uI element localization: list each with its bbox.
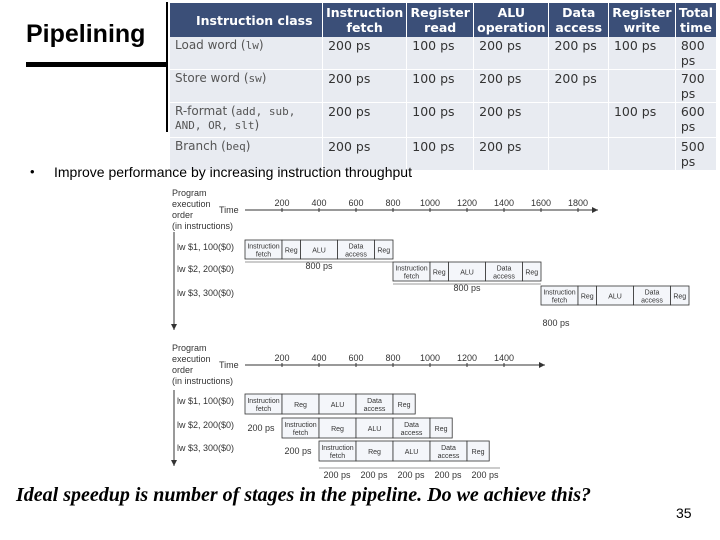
d1-lane-2-stage-4-label: Reg [673, 293, 687, 301]
d2-time-label: Time [219, 360, 239, 370]
d1-tick-label: 800 [385, 198, 401, 208]
cell: 800 ps [675, 37, 716, 70]
d2-axis-label: order [172, 365, 194, 375]
d2-tick-label: 600 [348, 353, 364, 363]
cell: 200 ps [323, 37, 407, 70]
d1-lane-2-stage-3-label: Data [644, 289, 660, 297]
d1-lane-0-stage-0-label: Instruction [247, 243, 280, 251]
d1-lane-1-stage-2-label: ALU [460, 269, 474, 277]
page-number: 35 [676, 505, 692, 521]
cell: 600 ps [675, 103, 716, 138]
d1-lane-1-stage-0-label: Instruction [395, 265, 428, 273]
cell: 200 ps [549, 37, 608, 70]
row-label: R-format (add, sub, AND, OR, slt) [170, 103, 323, 138]
cell: 100 ps [407, 37, 474, 70]
cell: 200 ps [549, 70, 608, 103]
d2-lane-1-stage-0-label: fetch [292, 430, 309, 437]
d2-tick-label: 1200 [456, 353, 478, 363]
d2-tick-label: 800 [385, 353, 401, 363]
cell: 200 ps [323, 138, 407, 171]
d2-lane-1-stage-3-label: Data [404, 422, 419, 429]
d2-instruction-label: lw $3, 300($0) [177, 443, 235, 453]
d2-lane-2-stage-2-label: ALU [404, 449, 419, 456]
d2-lane-2-stage-4-label: Reg [471, 449, 485, 456]
cell: 100 ps [407, 103, 474, 138]
header-data-access: Data access [549, 3, 608, 37]
d2-instruction-label: lw $2, 200($0) [177, 420, 235, 430]
d1-tick-label: 1000 [419, 198, 441, 208]
d1-lane-0-stage-3-label: Data [348, 243, 364, 251]
d2-lane-1-stage-1-label: Reg [331, 426, 344, 433]
d2-bottom-tick-label: 200 ps [323, 470, 351, 480]
d2-lane-0-stage-4-label: Reg [397, 402, 411, 409]
d2-lane-1-stage-4-label: Reg [434, 426, 448, 433]
d1-tick-label: 1600 [530, 198, 552, 208]
d1-duration-label: 800 ps [305, 261, 333, 271]
d1-lane-1-stage-1-label: Reg [432, 269, 446, 277]
header-register-read: Register read [407, 3, 474, 37]
d2-lane-2-stage-1-label: Reg [368, 449, 381, 456]
d2-lane-2-stage-3-label: Data [441, 445, 456, 452]
d2-tick-label: 200 [274, 353, 290, 363]
d1-axis-label: Program [172, 188, 207, 198]
header-instruction-class: Instruction class [170, 3, 323, 37]
d2-tick-label: 1400 [493, 353, 515, 363]
d2-bottom-tick-label: 200 ps [434, 470, 462, 480]
d2-bottom-tick-label: 200 ps [360, 470, 388, 480]
d1-lane-1-stage-3-label: access [493, 273, 515, 281]
d2-bottom-tick-label: 200 ps [397, 470, 425, 480]
d1-tick-label: 200 [274, 198, 290, 208]
d2-order-axis-head [171, 460, 177, 466]
cell: 200 ps [474, 37, 549, 70]
d1-order-axis-head [171, 324, 177, 330]
d2-lane-0-stage-3-label: Data [367, 398, 382, 405]
cell: 100 ps [608, 103, 675, 138]
d2-tick-label: 400 [311, 353, 327, 363]
d1-duration-label: 800 ps [542, 318, 570, 328]
d1-tick-label: 400 [311, 198, 327, 208]
d1-tick-label: 1400 [493, 198, 515, 208]
cell: 700 ps [675, 70, 716, 103]
d1-duration-label: 800 ps [453, 283, 481, 293]
d1-axis-label: order [172, 210, 194, 220]
d2-lane-1-stage-0-label: Instruction [284, 422, 317, 429]
cell: 500 ps [675, 138, 716, 171]
d2-lane-2-stage-0-label: fetch [329, 453, 346, 460]
d1-lane-2-stage-1-label: Reg [580, 293, 594, 301]
d2-instruction-label: lw $1, 100($0) [177, 396, 235, 406]
cell: 200 ps [323, 70, 407, 103]
d2-lane-2-stage-0-label: Instruction [321, 445, 354, 452]
d1-axis-label: (in instructions) [172, 221, 234, 231]
d2-axis-label: (in instructions) [172, 376, 234, 386]
d1-lane-0-stage-4-label: Reg [377, 247, 391, 255]
header-total-time: Total time [675, 3, 716, 37]
d1-lane-1-stage-4-label: Reg [525, 269, 539, 277]
header-alu-operation: ALU operation [474, 3, 549, 37]
d1-time-axis-head [592, 207, 598, 213]
bullet-marker: • [30, 164, 35, 179]
d1-tick-label: 1200 [456, 198, 478, 208]
d2-bottom-tick-label: 200 ps [471, 470, 499, 480]
d2-axis-label: execution [172, 354, 211, 364]
d1-lane-0-stage-3-label: access [345, 251, 367, 259]
d2-offset-label: 200 ps [247, 423, 275, 433]
d2-lane-0-stage-0-label: Instruction [247, 398, 280, 405]
cell: 100 ps [407, 70, 474, 103]
cell: 100 ps [407, 138, 474, 171]
d2-lane-1-stage-2-label: ALU [367, 426, 382, 433]
d1-instruction-label: lw $3, 300($0) [177, 288, 235, 298]
header-instruction-fetch: Instruction fetch [323, 3, 407, 37]
d1-lane-0-stage-0-label: fetch [255, 251, 272, 259]
d2-axis-label: Program [172, 343, 207, 353]
d2-tick-label: 1000 [419, 353, 441, 363]
d1-axis-label: execution [172, 199, 211, 209]
d2-offset-label: 200 ps [284, 446, 312, 456]
d1-time-label: Time [219, 205, 239, 215]
page-title: Pipelining [26, 20, 146, 48]
row-label: Store word (sw) [170, 70, 323, 103]
bottom-statement: Ideal speedup is number of stages in the pipeline. Do we achieve this? [16, 484, 591, 506]
cell: 200 ps [474, 103, 549, 138]
d1-instruction-label: lw $2, 200($0) [177, 264, 235, 274]
d1-lane-2-stage-0-label: Instruction [543, 289, 576, 297]
d2-time-axis-head [539, 362, 545, 368]
row-label: Branch (beq) [170, 138, 323, 171]
d1-instruction-label: lw $1, 100($0) [177, 242, 235, 252]
d1-lane-1-stage-3-label: Data [496, 265, 512, 273]
d2-lane-0-stage-1-label: Reg [294, 402, 307, 409]
row-label: Load word (lw) [170, 37, 323, 70]
header-register-write: Register write [608, 3, 675, 37]
d1-lane-0-stage-2-label: ALU [312, 247, 326, 255]
d2-lane-2-stage-3-label: access [437, 453, 460, 460]
d1-lane-2-stage-2-label: ALU [608, 293, 622, 301]
d2-lane-0-stage-0-label: fetch [255, 406, 272, 413]
d1-tick-label: 1800 [567, 198, 589, 208]
d2-lane-1-stage-3-label: access [400, 430, 423, 437]
cell: 200 ps [474, 70, 549, 103]
d1-tick-label: 600 [348, 198, 364, 208]
d1-lane-2-stage-0-label: fetch [551, 297, 568, 305]
cell: 100 ps [608, 37, 675, 70]
cell: 200 ps [474, 138, 549, 171]
d1-lane-2-stage-3-label: access [641, 297, 663, 305]
d1-lane-0-stage-1-label: Reg [284, 247, 298, 255]
d1-lane-1-stage-0-label: fetch [403, 273, 420, 281]
d2-lane-0-stage-3-label: access [363, 406, 386, 413]
d2-lane-0-stage-2-label: ALU [330, 402, 345, 409]
bullet-text: Improve performance by increasing instruction throughput [54, 164, 412, 180]
cell: 200 ps [323, 103, 407, 138]
